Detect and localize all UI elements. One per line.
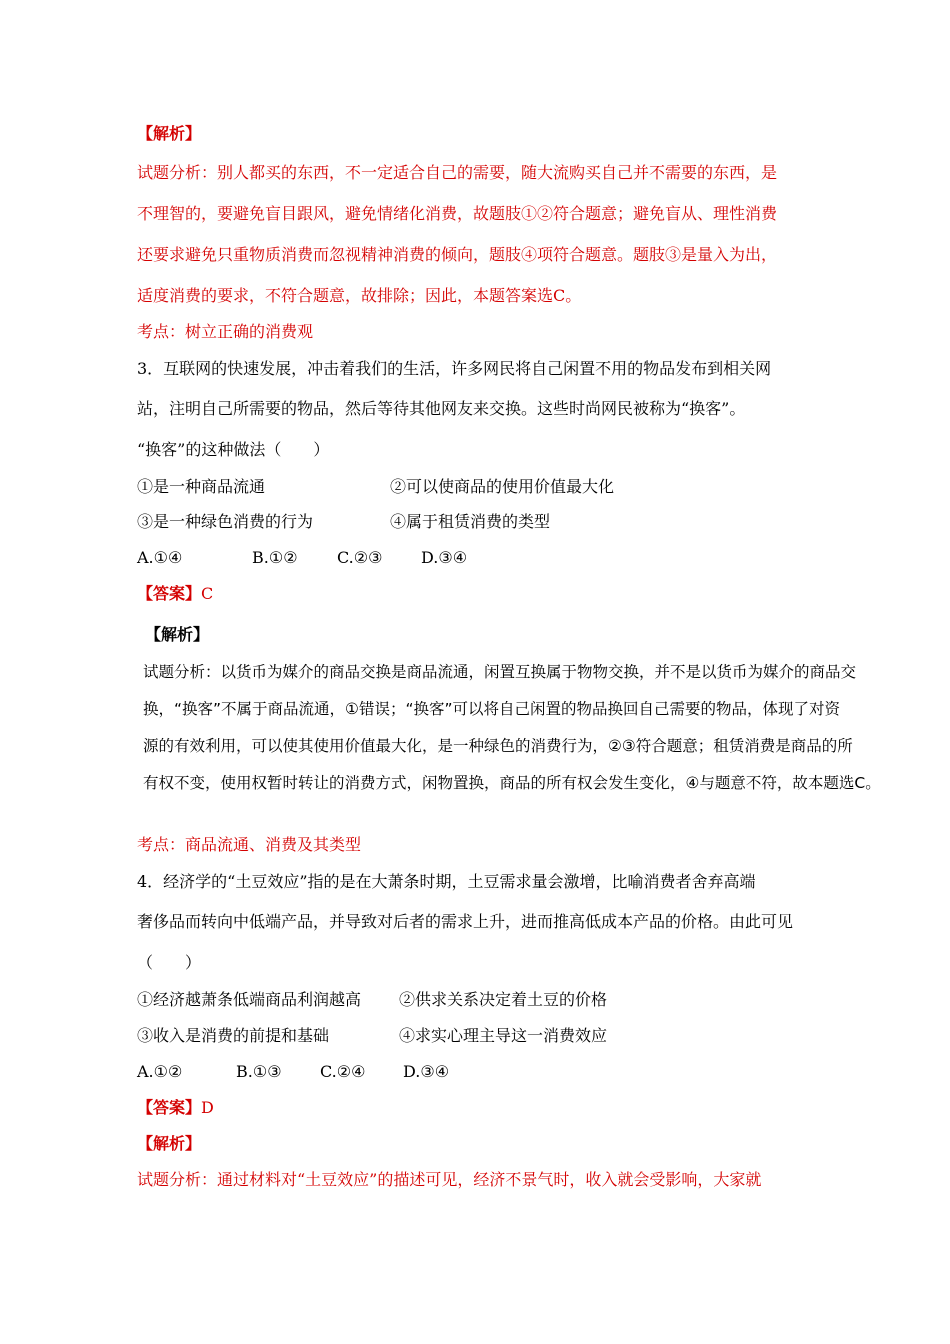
kaodian: 考点：商品流通、消费及其类型 [137,835,362,854]
question-3-choice-d: D.③④ [421,548,468,567]
question-4-line: （ ） [137,953,202,972]
analysis-line: 还要求避免只重物质消费而忽视精神消费的倾向，题肢④项符合题意。题肢③是量入为出， [137,245,778,264]
analysis-line: 换，“换客”不属于商品流通，①错误；“换客”可以将自己闲置的物品换回自己需要的物品，体现了对资 [143,700,841,718]
question-3-choice-a: A.①④ [137,548,183,567]
answer-line [137,1098,214,1118]
question-3-choice-b: B.①② [252,548,298,567]
analysis-line: 试题分析：以货币为媒介的商品交换是商品流通，闲置互换属于物物交换，并不是以货币为媒介的商品交 [143,663,857,681]
question-4-choice-a: A.①② [137,1062,183,1081]
question-3-option-2: ②可以使商品的使用价值最大化 [390,477,615,496]
kaodian: 考点：树立正确的消费观 [137,322,314,341]
answer-label: 【答案】 [137,584,202,603]
question-3-line: “换客”的这种做法（ ） [137,440,330,459]
question-3-line: 3．互联网的快速发展，冲击着我们的生活，许多网民将自己闲置不用的物品发布到相关网 [137,359,772,378]
question-3-choice-c: C.②③ [337,548,383,567]
analysis-line: 源的有效利用，可以使其使用价值最大化，是一种绿色的消费行为，②③符合题意；租赁消费是商品的所 [143,737,853,755]
analysis-heading: 【解析】 [137,124,202,143]
analysis-line: 适度消费的要求，不符合题意，故排除；因此，本题答案选C。 [137,286,582,305]
question-3-option-3: ③是一种绿色消费的行为 [137,512,314,531]
analysis-heading: 【解析】 [145,625,210,644]
analysis-line: 有权不变，使用权暂时转让的消费方式，闲物置换，商品的所有权会发生变化，④与题意不符，故本题选C。 [143,774,881,792]
question-3-option-4: ④属于租赁消费的类型 [390,512,551,531]
question-3-line: 站，注明自己所需要的物品，然后等待其他网友来交换。这些时尚网民被称为“换客”。 [137,399,746,418]
question-4-line: 4．经济学的“土豆效应”指的是在大萧条时期，土豆需求量会激增，比喻消费者舍弃高端 [137,872,756,891]
question-4-option-1: ①经济越萧条低端商品利润越高 [137,990,362,1009]
answer-value: C [201,584,214,603]
question-4-option-4: ④求实心理主导这一消费效应 [399,1026,608,1045]
analysis-heading: 【解析】 [137,1134,202,1153]
answer-value: D [201,1098,214,1117]
question-4-option-3: ③收入是消费的前提和基础 [137,1026,330,1045]
question-4-choice-b: B.①③ [236,1062,282,1081]
answer-label: 【答案】 [137,1098,202,1117]
question-4-option-2: ②供求关系决定着土豆的价格 [399,990,608,1009]
question-4-choice-c: C.②④ [320,1062,366,1081]
analysis-line: 试题分析：别人都买的东西，不一定适合自己的需要，随大流购买自己并不需要的东西，是 [137,163,778,182]
analysis-line: 不理智的，要避免盲目跟风，避免情绪化消费，故题肢①②符合题意；避免盲从、理性消费 [137,204,778,223]
question-3-option-1: ①是一种商品流通 [137,477,266,496]
analysis-line: 试题分析：通过材料对“土豆效应”的描述可见，经济不景气时，收入就会受影响，大家就 [137,1170,762,1189]
question-4-line: 奢侈品而转向中低端产品，并导致对后者的需求上升，进而推高低成本产品的价格。由此可见 [137,912,794,931]
answer-line [137,584,213,604]
question-4-choice-d: D.③④ [403,1062,450,1081]
